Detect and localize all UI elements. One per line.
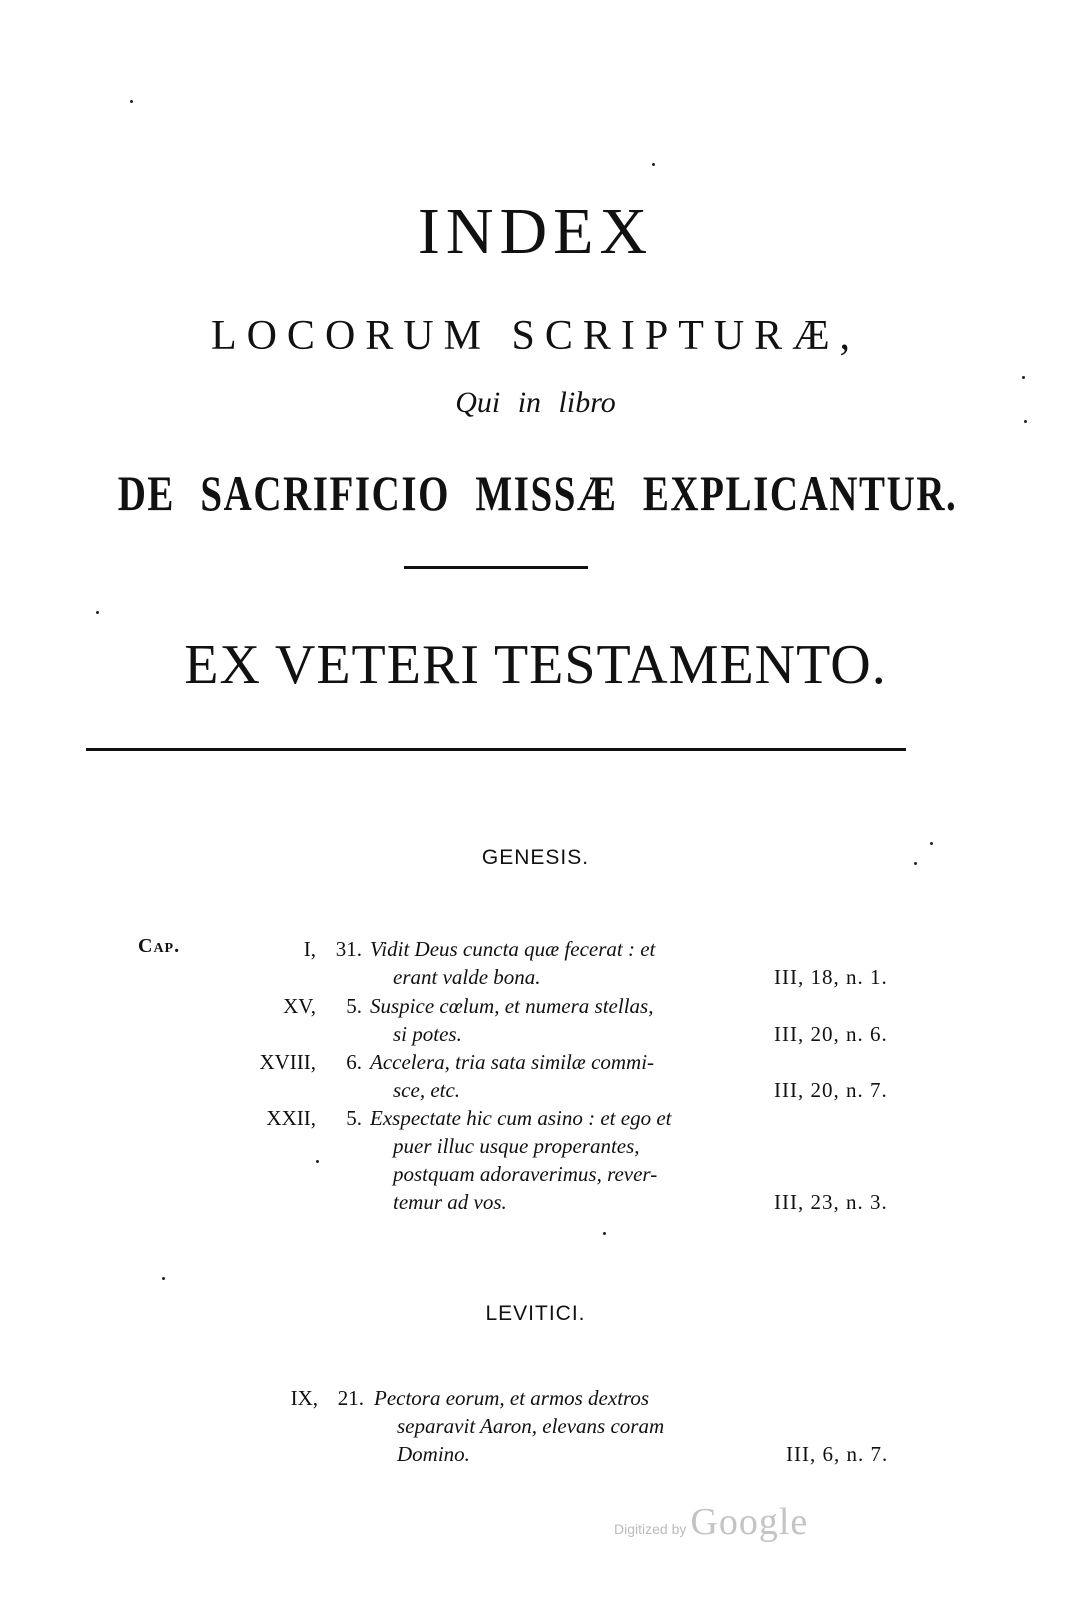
- google-logo: Google: [690, 1501, 809, 1543]
- reference: III, 20, n. 7.: [774, 1078, 888, 1102]
- verse-text: Vidit Deus cuncta quæ fecerat : et erant valde bona.: [370, 937, 656, 989]
- verse-number: 5.: [346, 994, 362, 1018]
- section-levitici-title: LEVITICI.: [485, 1302, 586, 1325]
- index-title: INDEX: [417, 195, 654, 268]
- verse-text: Pectora eorum, et armos dextros separavit Aaron, elevans coram Domino.: [374, 1386, 665, 1466]
- reference: III, 6, n. 7.: [786, 1442, 889, 1466]
- chapter-number: XV,: [283, 994, 316, 1018]
- scan-speck: [130, 100, 133, 103]
- scan-speck: [162, 1277, 165, 1280]
- scan-speck: [96, 611, 99, 614]
- google-watermark: [614, 1500, 808, 1544]
- scan-speck: [652, 163, 655, 166]
- scan-speck: [930, 842, 933, 845]
- reference: III, 18, n. 1.: [774, 965, 888, 989]
- scan-speck: [1022, 376, 1025, 379]
- verse-number: 21.: [337, 1386, 364, 1410]
- verse-text: Suspice cœlum, et numera stellas, si potes.: [370, 994, 654, 1046]
- chapter-number: XVIII,: [259, 1050, 316, 1074]
- short-divider: [404, 566, 588, 569]
- scan-speck: [603, 1232, 606, 1235]
- chapter-number: I,: [303, 937, 316, 961]
- cap-label: Cap.: [138, 935, 181, 957]
- chapter-number: XXII,: [266, 1106, 316, 1130]
- digitized-by-text: Digitized by: [614, 1521, 687, 1537]
- scan-speck: [316, 1160, 319, 1163]
- chapter-number: IX,: [290, 1386, 318, 1410]
- verse-number: 5.: [346, 1106, 362, 1130]
- verse-number: 6.: [346, 1050, 362, 1074]
- index-subtitle: LOCORUM SCRIPTURÆ,: [210, 313, 861, 359]
- qui-in-libro: Qui in libro: [455, 386, 616, 419]
- scan-speck: [1024, 420, 1027, 423]
- reference: III, 23, n. 3.: [774, 1190, 888, 1214]
- verse-text: Exspectate hic cum asino : et ego et puer illuc usque properantes, postquam adoraverimus, rever- temur ad vos.: [370, 1106, 672, 1214]
- verse-text: Accelera, tria sata similæ commi- sce, etc.: [370, 1050, 655, 1102]
- scan-speck: [914, 862, 917, 865]
- testament-heading: EX VETERI TESTAMENTO.: [184, 634, 887, 696]
- section-genesis-title: GENESIS.: [481, 846, 590, 869]
- long-divider: [86, 748, 906, 751]
- reference: III, 20, n. 6.: [774, 1022, 888, 1046]
- book-title: DE SACRIFICIO MISSÆ EXPLICANTUR.: [117, 465, 958, 521]
- verse-number: 31.: [335, 937, 362, 961]
